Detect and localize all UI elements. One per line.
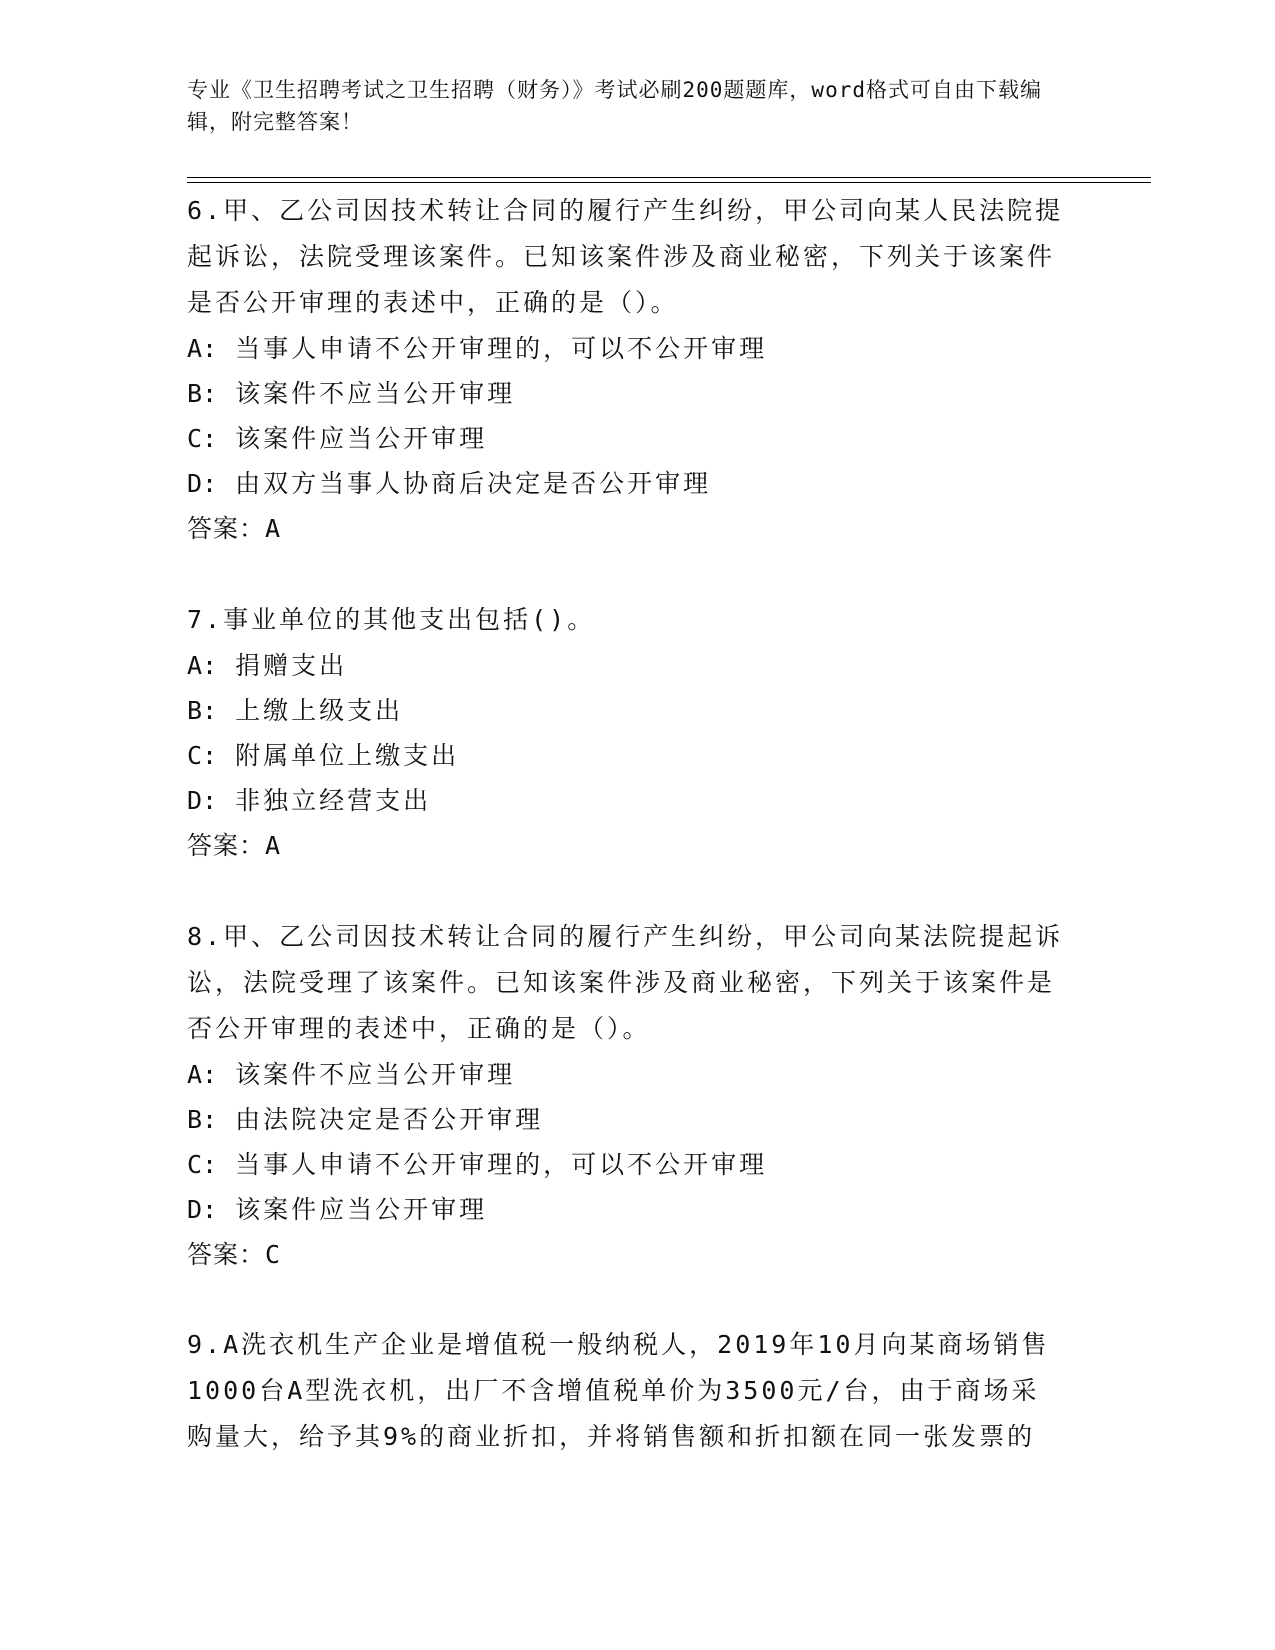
option-text: 该案件不应当公开审理 — [235, 379, 516, 408]
option-b — [187, 371, 1067, 416]
answer-value: A — [265, 831, 282, 860]
question-7 — [187, 597, 1067, 869]
option-letter: D: — [187, 1195, 218, 1224]
answer-value: A — [265, 514, 282, 543]
option-letter: A: — [187, 1060, 218, 1089]
option-letter: C: — [187, 1150, 218, 1179]
option-c — [187, 1142, 1067, 1187]
option-d — [187, 778, 1067, 823]
option-text: 该案件不应当公开审理 — [235, 1060, 516, 1089]
answer-line — [187, 823, 1067, 869]
option-a — [187, 643, 1067, 688]
question-stem: 6.甲、乙公司因技术转让合同的履行产生纠纷，甲公司向某人民法院提起诉讼，法院受理该案件。已知该案件涉及商业秘密，下列关于该案件是否公开审理的表述中，正确的是（）。 — [187, 196, 1064, 317]
answer-line — [187, 506, 1067, 552]
question-9 — [187, 1322, 1067, 1460]
option-text: 由双方当事人协商后决定是否公开审理 — [235, 469, 712, 498]
question-6 — [187, 188, 1067, 552]
option-letter: D: — [187, 786, 218, 815]
option-a — [187, 1052, 1067, 1097]
option-d — [187, 1187, 1067, 1232]
question-stem: 9.A洗衣机生产企业是增值税一般纳税人，2019年10月向某商场销售1000台A型洗衣机，出厂不含增值税单价为3500元/台，由于商场采购量大，给予其9%的商业折扣，并将销售额和折扣额在同一张发票的 — [187, 1330, 1050, 1451]
header-divider-bottom — [187, 182, 1151, 183]
document-header: 专业《卫生招聘考试之卫生招聘（财务）》考试必刷200题题库，word格式可自由下载编辑，附完整答案！ — [187, 78, 1042, 134]
answer-line — [187, 1232, 1067, 1278]
option-letter: C: — [187, 424, 218, 453]
option-letter: C: — [187, 741, 218, 770]
option-letter: B: — [187, 1105, 218, 1134]
option-text: 捐赠支出 — [235, 651, 348, 680]
option-c — [187, 416, 1067, 461]
option-text: 该案件应当公开审理 — [235, 424, 488, 453]
answer-label: 答案： — [187, 1240, 266, 1269]
option-text: 该案件应当公开审理 — [235, 1195, 488, 1224]
answer-label: 答案： — [187, 831, 266, 860]
answer-label: 答案： — [187, 514, 266, 543]
option-c — [187, 733, 1067, 778]
option-letter: A: — [187, 334, 218, 363]
question-stem: 7.事业单位的其他支出包括()。 — [187, 605, 596, 634]
question-stem: 8.甲、乙公司因技术转让合同的履行产生纠纷，甲公司向某法院提起诉讼，法院受理了该案件。已知该案件涉及商业秘密，下列关于该案件是否公开审理的表述中，正确的是（）。 — [187, 922, 1064, 1043]
option-letter: B: — [187, 696, 218, 725]
answer-value: C — [265, 1240, 282, 1269]
option-letter: D: — [187, 469, 218, 498]
option-b — [187, 1097, 1067, 1142]
option-text: 非独立经营支出 — [235, 786, 432, 815]
option-b — [187, 688, 1067, 733]
option-letter: B: — [187, 379, 218, 408]
question-8 — [187, 914, 1067, 1278]
option-a — [187, 326, 1067, 371]
option-letter: A: — [187, 651, 218, 680]
option-text: 由法院决定是否公开审理 — [235, 1105, 544, 1134]
option-text: 附属单位上缴支出 — [235, 741, 460, 770]
header-divider-top — [187, 177, 1151, 178]
option-text: 当事人申请不公开审理的，可以不公开审理 — [235, 334, 768, 363]
option-text: 上缴上级支出 — [235, 696, 404, 725]
option-d — [187, 461, 1067, 506]
option-text: 当事人申请不公开审理的，可以不公开审理 — [235, 1150, 768, 1179]
